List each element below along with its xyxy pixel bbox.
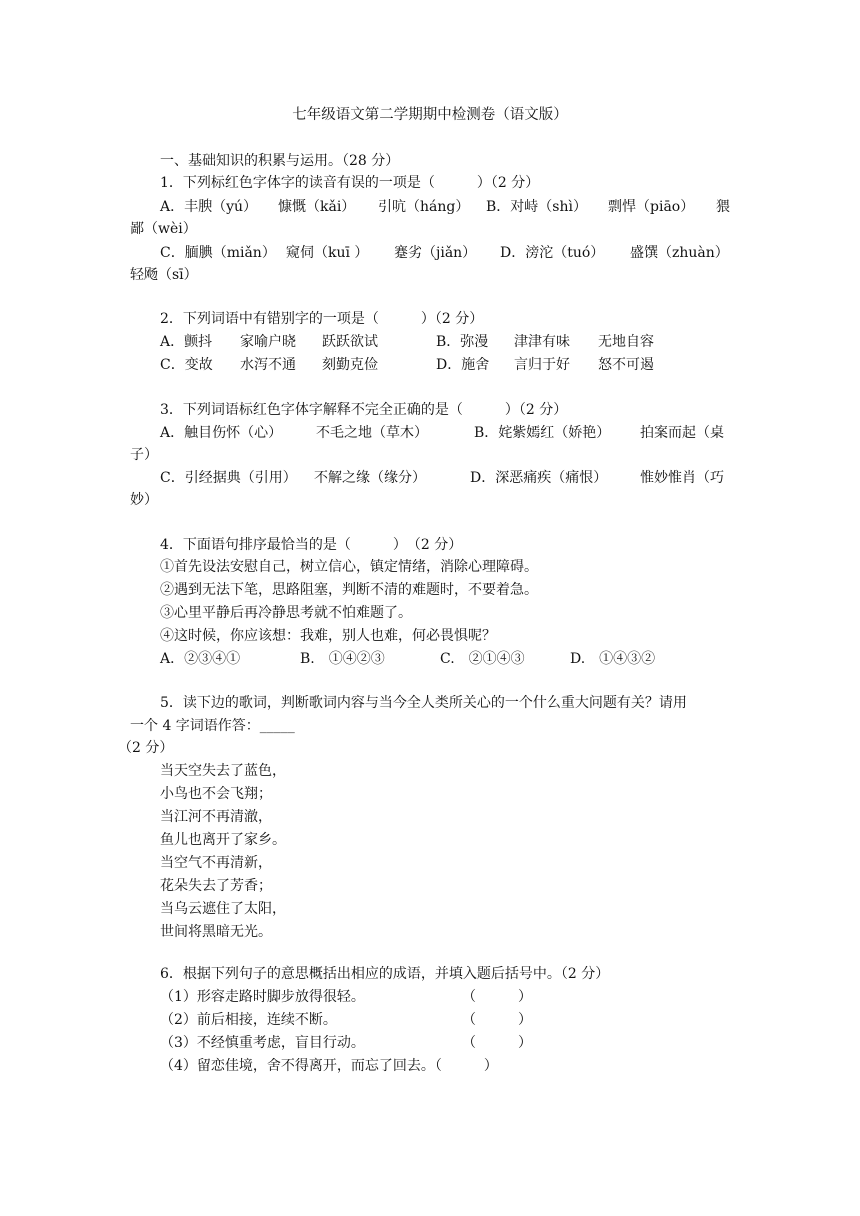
q4-option-b: B. ①④②③ [300, 651, 385, 667]
q6-answer-blank-1[interactable]: （ ） [462, 989, 532, 1005]
lyric-line: 鱼儿也离开了家乡。 [160, 832, 286, 848]
q6-item-1: （1）形容走路时脚步放得很轻。 [160, 989, 365, 1005]
q2-option-b3: 无地自容 [598, 334, 654, 350]
question-3-stem: 3．下列词语标红色字体字解释不完全正确的是（ ）（2 分） [160, 402, 568, 418]
q1-option-a2: 慷慨（kǎi） [278, 199, 356, 215]
q2-option-c2: 水泻不通 [240, 357, 296, 373]
q6-item-2: （2）前后相接，连续不断。 [160, 1012, 337, 1028]
q2-option-a2: 家喻户晓 [240, 334, 296, 350]
q1-option-a1: A．丰腴（yú） [160, 199, 258, 215]
q3-option-b2-cont: 子） [130, 447, 158, 463]
q1-option-d1: D．滂沱（tuó） [500, 245, 605, 261]
q1-option-a3: 引吭（háng） [378, 199, 470, 215]
q2-option-b2: 津津有味 [514, 334, 570, 350]
q4-option-d: D. ①④③② [570, 651, 656, 667]
lyric-line: 世间将黑暗无光。 [160, 924, 272, 940]
question-4-stem: 4．下面语句排序最恰当的是（ ） （2 分） [160, 537, 463, 553]
question-2-stem: 2．下列词语中有错别字的一项是（ ）（2 分） [160, 311, 484, 327]
question-6-stem: 6．根据下列句子的意思概括出相应的成语，并填入题后括号中。（2 分） [160, 966, 610, 982]
q4-sentence-1: ①首先设法安慰自己，树立信心，镇定情绪，消除心理障碍。 [160, 559, 538, 575]
q6-item-4: （4）留恋佳境，舍不得离开，而忘了回去。（ ） [160, 1058, 498, 1074]
q2-option-d2: 言归于好 [514, 357, 570, 373]
q1-option-b3: 猥 [716, 199, 730, 215]
section-heading: 一、基础知识的积累与运用。（28 分） [160, 153, 400, 169]
q4-sentence-3: ③心里平静后再冷静思考就不怕难题了。 [160, 605, 412, 621]
question-5-stem-line1: 5．读下边的歌词，判断歌词内容与当今全人类所关心的一个什么重大问题有关？请用 [160, 695, 687, 711]
q4-option-a: A．②③④① [160, 651, 241, 667]
q1-option-c3: 蹇劣（jiǎn） [394, 245, 477, 261]
q3-option-d1: D．深恶痛疾（痛恨） [470, 470, 608, 486]
q3-option-c1: C．引经据典（引用） [160, 470, 297, 486]
question-5-score: （2 分） [118, 740, 174, 756]
question-1-stem: 1．下列标红色字体字的读音有误的一项是（ ）（2 分） [160, 175, 540, 191]
q3-option-d2: 惟妙惟肖（巧 [640, 470, 724, 486]
q2-option-c3: 刻勤克俭 [322, 357, 378, 373]
question-5-stem-line2: 一个 4 字词语作答：_____ [130, 718, 295, 734]
lyric-line: 当天空失去了蓝色， [160, 763, 286, 779]
q1-option-d3: 轻飏（sī） [130, 267, 198, 283]
q3-option-a1: A．触目伤怀（心） [160, 425, 283, 441]
lyric-line: 小鸟也不会飞翔； [160, 786, 272, 802]
q4-sentence-4: ④这时候，你应该想：我难，别人也难，何必畏惧呢？ [160, 628, 496, 644]
q1-option-d2: 盛馔（zhuàn） [630, 245, 729, 261]
page-title: 七年级语文第二学期期中检测卷（语文版） [292, 107, 568, 123]
q6-answer-blank-2[interactable]: （ ） [462, 1012, 532, 1028]
q2-option-a1: A．颤抖 [160, 334, 213, 350]
q1-option-b2: 剽悍（piāo） [608, 199, 695, 215]
q3-option-b1: B．姹紫嫣红（娇艳） [474, 425, 611, 441]
q2-option-d1: D．施舍 [436, 357, 490, 373]
q1-option-c2: 窥伺（kuī ） [286, 245, 369, 261]
q1-option-c1: C．腼腆（miǎn） [160, 245, 276, 261]
q1-option-b1: B．对峙（shì） [486, 199, 587, 215]
q6-item-3: （3）不经慎重考虑，盲目行动。 [160, 1035, 365, 1051]
q2-option-b1: B．弥漫 [436, 334, 489, 350]
q1-option-b3-cont: 鄙（wèi） [130, 221, 197, 237]
q2-option-d3: 怒不可遏 [598, 357, 654, 373]
q3-option-c2: 不解之缘（缘分） [314, 470, 426, 486]
q2-option-a3: 跃跃欲试 [322, 334, 378, 350]
lyric-line: 当江河不再清澈， [160, 809, 272, 825]
lyric-line: 当空气不再清新， [160, 855, 272, 871]
q3-option-a2: 不毛之地（草木） [316, 425, 428, 441]
lyric-line: 当乌云遮住了太阳， [160, 901, 286, 917]
q4-sentence-2: ②遇到无法下笔，思路阻塞，判断不清的难题时，不要着急。 [160, 582, 538, 598]
q4-option-c: C. ②①④③ [440, 651, 525, 667]
q6-answer-blank-3[interactable]: （ ） [462, 1035, 532, 1051]
lyric-line: 花朵失去了芳香； [160, 878, 272, 894]
q3-option-d2-cont: 妙） [130, 492, 158, 508]
q3-option-b2: 拍案而起（桌 [640, 425, 724, 441]
q2-option-c1: C．变故 [160, 357, 213, 373]
